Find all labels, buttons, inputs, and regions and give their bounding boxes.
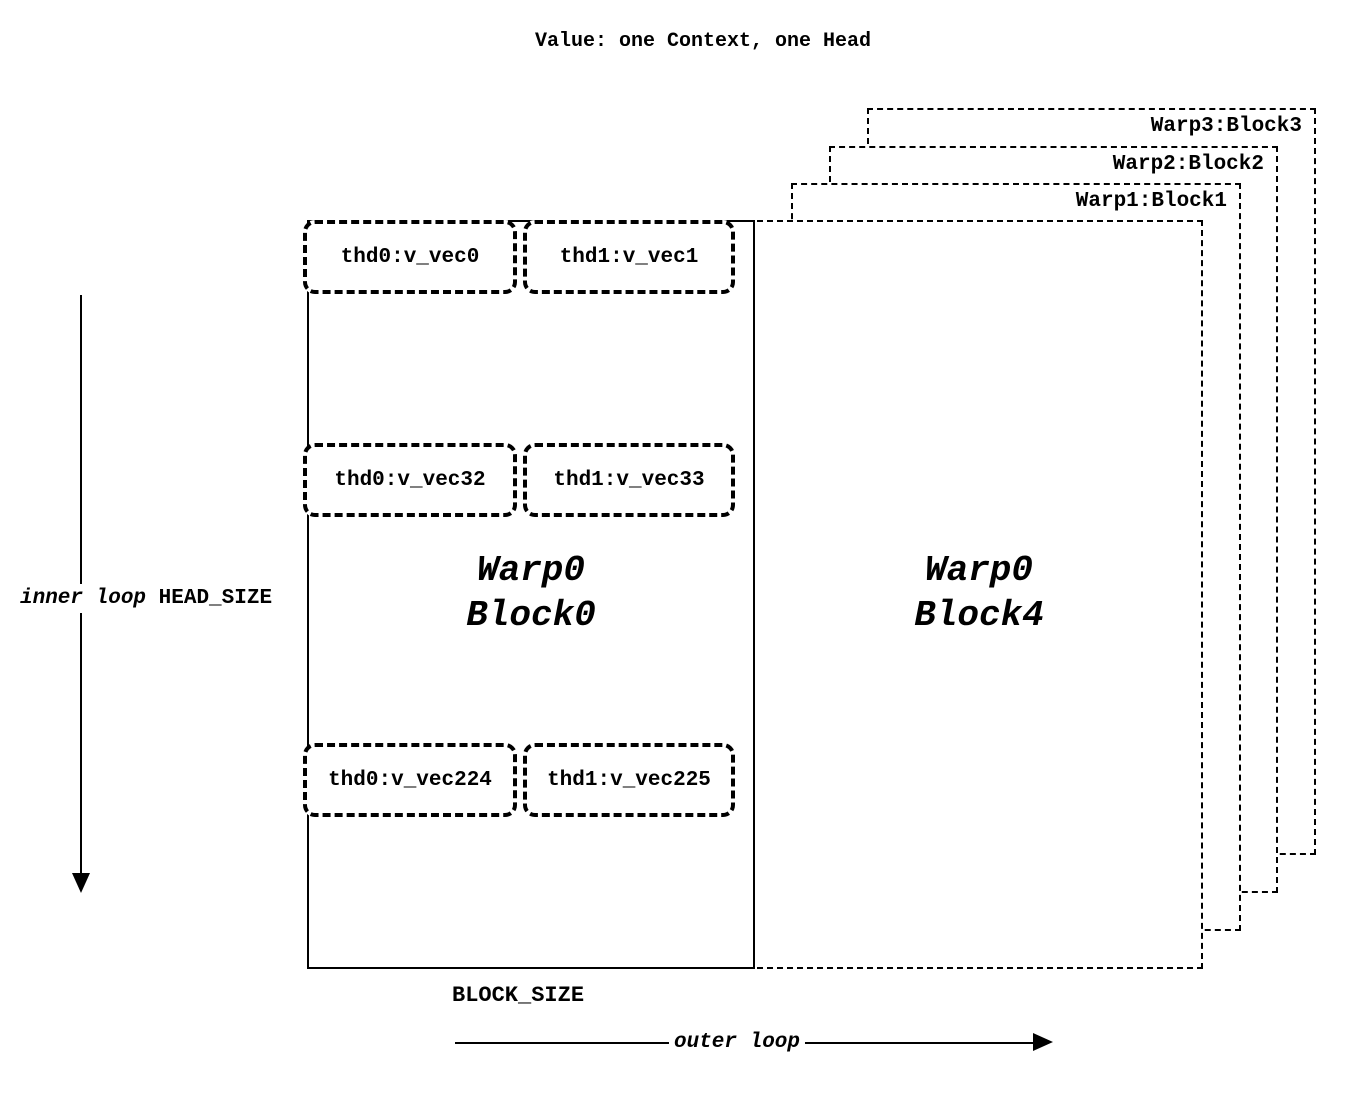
- vec-box-thd0-v-vec32: [303, 443, 517, 517]
- warp0-block4-label-line1: Warp0: [924, 550, 1034, 591]
- sheet-label-warp2-block2: Warp2:Block2: [1112, 153, 1264, 176]
- sheet-label-warp1-block1: Warp1:Block1: [1075, 190, 1227, 213]
- sheet-label-warp3-block3: Warp3:Block3: [1150, 115, 1302, 138]
- vec-box-thd1-v-vec225: [523, 743, 735, 817]
- warp0-block4-label-line2: Block4: [914, 595, 1044, 636]
- inner-loop-axis-label: [18, 584, 274, 613]
- vec-box-label: thd0:v_vec224: [328, 768, 492, 792]
- warp0-block4-label: [914, 548, 1044, 638]
- vec-box-thd1-v-vec1: [523, 220, 735, 294]
- vec-box-label: thd0:v_vec32: [334, 468, 486, 492]
- inner-loop-arrow-down-icon: [72, 873, 90, 893]
- vec-box-thd1-v-vec33: [523, 443, 735, 517]
- page-title: Value: one Context, one Head: [534, 30, 872, 53]
- warp0-block0-label-line1: Warp0: [476, 550, 586, 591]
- vec-box-thd0-v-vec0: [303, 220, 517, 294]
- vec-box-label: thd1:v_vec33: [553, 468, 705, 492]
- vec-box-label: thd0:v_vec0: [340, 245, 480, 269]
- head-size-text: HEAD_SIZE: [158, 587, 273, 610]
- outer-loop-axis-label: outer loop: [669, 1031, 805, 1054]
- vec-box-label: thd1:v_vec225: [547, 768, 711, 792]
- warp0-block0-label: [466, 548, 596, 638]
- outer-loop-arrow-right-icon: [1033, 1033, 1053, 1051]
- block-size-label: BLOCK_SIZE: [452, 983, 585, 1008]
- vec-box-label: thd1:v_vec1: [559, 245, 699, 269]
- vec-box-thd0-v-vec224: [303, 743, 517, 817]
- inner-loop-text: inner loop: [20, 587, 147, 610]
- warp0-block0-label-line2: Block0: [466, 595, 596, 636]
